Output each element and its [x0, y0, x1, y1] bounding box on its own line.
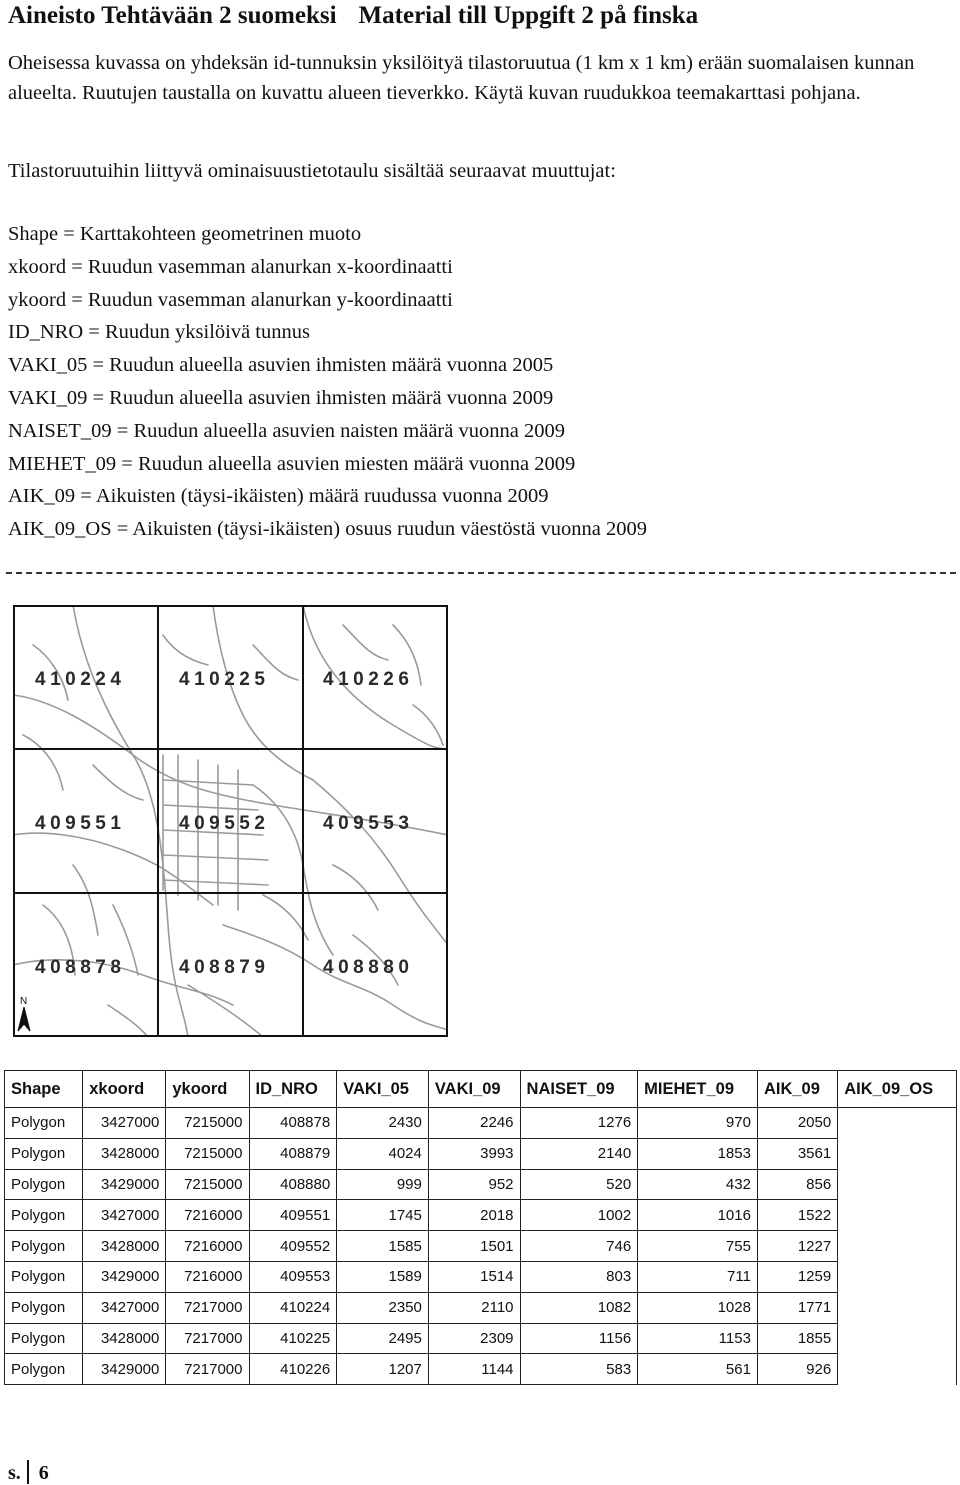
- title-swedish: Material till Uppgift 2 på finska: [358, 2, 699, 29]
- table-cell: 520: [520, 1169, 638, 1200]
- dashed-separator: [6, 572, 956, 574]
- attribute-table: [4, 1070, 957, 1385]
- table-row: [5, 1292, 957, 1323]
- table-cell: 3427000: [83, 1292, 166, 1323]
- table-cell: 1589: [337, 1261, 429, 1292]
- table-cell: 2018: [428, 1200, 520, 1231]
- table-cell: 3561: [757, 1138, 837, 1169]
- table-header-cell: NAISET_09: [520, 1071, 638, 1108]
- variable-item-aik-09: AIK_09 = Aikuisten (täysi-ikäisten) määrä ruudussa vuonna 2009: [8, 485, 549, 508]
- cell-label-408879: 408879: [179, 957, 270, 978]
- table-cell: [838, 1108, 957, 1139]
- table-cell: 583: [520, 1354, 638, 1385]
- table-cell: 3429000: [83, 1354, 166, 1385]
- table-cell: Polygon: [5, 1108, 83, 1139]
- table-cell: Polygon: [5, 1354, 83, 1385]
- cell-label-409553: 409553: [323, 813, 414, 834]
- table-header-row: [5, 1071, 957, 1108]
- table-row: [5, 1138, 957, 1169]
- variable-item-id-nro: ID_NRO = Ruudun yksilöivä tunnus: [8, 321, 310, 344]
- table-cell: Polygon: [5, 1323, 83, 1354]
- cell-label-410224: 410224: [35, 669, 126, 690]
- table-cell: 2430: [337, 1108, 429, 1139]
- table-cell: Polygon: [5, 1169, 83, 1200]
- cell-label-409552: 409552: [179, 813, 270, 834]
- table-cell: 3993: [428, 1138, 520, 1169]
- table-cell: [838, 1200, 957, 1231]
- table-cell: 7216000: [166, 1200, 249, 1231]
- table-cell: 410224: [249, 1292, 337, 1323]
- table-row: [5, 1261, 957, 1292]
- table-cell: 1853: [638, 1138, 758, 1169]
- table-cell: 999: [337, 1169, 429, 1200]
- table-cell: 410225: [249, 1323, 337, 1354]
- table-row: [5, 1200, 957, 1231]
- table-cell: 561: [638, 1354, 758, 1385]
- table-cell: [838, 1261, 957, 1292]
- table-cell: 408879: [249, 1138, 337, 1169]
- table-cell: 1771: [757, 1292, 837, 1323]
- table-cell: 3427000: [83, 1108, 166, 1139]
- table-cell: 3429000: [83, 1169, 166, 1200]
- table-cell: Polygon: [5, 1200, 83, 1231]
- table-row: [5, 1323, 957, 1354]
- intro-paragraph: Oheisessa kuvassa on yhdeksän id-tunnuksin yksilöityä tilastoruutua (1 km x 1 km) erään suomalaisen kunnan alueelta. Ruutujen taustalla on kuvattu alueen tieverkko. Käytä kuvan ruudukkoa teemakarttasi pohjana.: [8, 52, 915, 104]
- table-cell: 7216000: [166, 1261, 249, 1292]
- table-body: [5, 1108, 957, 1385]
- table-header-cell: Shape: [5, 1071, 83, 1108]
- table-cell: 1855: [757, 1323, 837, 1354]
- table-cell: [838, 1169, 957, 1200]
- table-cell: 1227: [757, 1231, 837, 1262]
- variable-item-xkoord: xkoord = Ruudun vasemman alanurkan x-koordinaatti: [8, 255, 453, 278]
- grid-map: [13, 605, 448, 1037]
- table-cell: 7215000: [166, 1169, 249, 1200]
- table-header-cell: ID_NRO: [249, 1071, 337, 1108]
- table-row: [5, 1231, 957, 1262]
- variable-item-aik-09-os: AIK_09_OS = Aikuisten (täysi-ikäisten) osuus ruudun väestöstä vuonna 2009: [8, 518, 648, 541]
- table-cell: Polygon: [5, 1231, 83, 1262]
- variable-item-vaki-09: VAKI_09 = Ruudun alueella asuvien ihmisten määrä vuonna 2009: [8, 386, 554, 409]
- table-cell: 410226: [249, 1354, 337, 1385]
- table-header-cell: xkoord: [83, 1071, 166, 1108]
- table-cell: 970: [638, 1108, 758, 1139]
- variable-item-ykoord: ykoord = Ruudun vasemman alanurkan y-koordinaatti: [8, 288, 453, 311]
- table-header-cell: VAKI_05: [337, 1071, 429, 1108]
- cell-label-410226: 410226: [323, 669, 414, 690]
- table-cell: [838, 1323, 957, 1354]
- table-cell: 1259: [757, 1261, 837, 1292]
- table-cell: 408880: [249, 1169, 337, 1200]
- table-cell: 409551: [249, 1200, 337, 1231]
- table-cell: 1745: [337, 1200, 429, 1231]
- variable-list: [8, 218, 647, 546]
- table-cell: Polygon: [5, 1261, 83, 1292]
- table-cell: 2050: [757, 1108, 837, 1139]
- table-cell: 2350: [337, 1292, 429, 1323]
- table-cell: 1016: [638, 1200, 758, 1231]
- table-cell: 755: [638, 1231, 758, 1262]
- table-cell: 2110: [428, 1292, 520, 1323]
- table-cell: 409553: [249, 1261, 337, 1292]
- table-cell: 3428000: [83, 1323, 166, 1354]
- table-row: [5, 1108, 957, 1139]
- variable-item-shape: Shape = Karttakohteen geometrinen muoto: [8, 223, 362, 245]
- table-cell: 711: [638, 1261, 758, 1292]
- cell-label-410225: 410225: [179, 669, 270, 690]
- table-cell: [838, 1292, 957, 1323]
- table-cell: 856: [757, 1169, 837, 1200]
- table-row: [5, 1169, 957, 1200]
- table-cell: 1514: [428, 1261, 520, 1292]
- table-cell: 1028: [638, 1292, 758, 1323]
- table-cell: Polygon: [5, 1138, 83, 1169]
- table-cell: Polygon: [5, 1292, 83, 1323]
- table-cell: 7215000: [166, 1108, 249, 1139]
- table-cell: 7215000: [166, 1138, 249, 1169]
- table-cell: 2140: [520, 1138, 638, 1169]
- table-cell: 1082: [520, 1292, 638, 1323]
- table-cell: 1585: [337, 1231, 429, 1262]
- table-header-cell: AIK_09_OS: [838, 1071, 957, 1108]
- table-cell: 1207: [337, 1354, 429, 1385]
- table-header-cell: AIK_09: [757, 1071, 837, 1108]
- table-cell: 2309: [428, 1323, 520, 1354]
- table-cell: [838, 1138, 957, 1169]
- table-cell: 432: [638, 1169, 758, 1200]
- variable-item-naiset-09: NAISET_09 = Ruudun alueella asuvien naisten määrä vuonna 2009: [8, 419, 565, 442]
- page-number-value: 6: [38, 1462, 49, 1484]
- table-header-cell: VAKI_09: [428, 1071, 520, 1108]
- cell-label-408880: 408880: [323, 957, 414, 978]
- table-cell: 1276: [520, 1108, 638, 1139]
- table-cell: 408878: [249, 1108, 337, 1139]
- table-cell: 803: [520, 1261, 638, 1292]
- cell-label-408878: 408878: [35, 957, 126, 978]
- variable-item-miehet-09: MIEHET_09 = Ruudun alueella asuvien miesten määrä vuonna 2009: [8, 452, 576, 475]
- table-cell: 1501: [428, 1231, 520, 1262]
- table-header-cell: ykoord: [166, 1071, 249, 1108]
- table-cell: 1156: [520, 1323, 638, 1354]
- table-cell: 4024: [337, 1138, 429, 1169]
- table-cell: 409552: [249, 1231, 337, 1262]
- table-cell: [838, 1231, 957, 1262]
- title-finnish: Aineisto Tehtävään 2 suomeksi: [8, 2, 337, 29]
- table-cell: 2246: [428, 1108, 520, 1139]
- table-cell: 1144: [428, 1354, 520, 1385]
- table-cell: 952: [428, 1169, 520, 1200]
- table-cell: 2495: [337, 1323, 429, 1354]
- table-cell: [838, 1354, 957, 1385]
- page-divider: [27, 1460, 29, 1484]
- table-cell: 3427000: [83, 1200, 166, 1231]
- table-cell: 7217000: [166, 1323, 249, 1354]
- table-cell: 3428000: [83, 1138, 166, 1169]
- table-cell: 1153: [638, 1323, 758, 1354]
- cell-label-409551: 409551: [35, 813, 126, 834]
- table-cell: 1002: [520, 1200, 638, 1231]
- table-cell: 746: [520, 1231, 638, 1262]
- table-cell: 3428000: [83, 1231, 166, 1262]
- table-cell: 7216000: [166, 1231, 249, 1262]
- table-cell: 7217000: [166, 1292, 249, 1323]
- page-number: [8, 1460, 49, 1485]
- table-cell: 1522: [757, 1200, 837, 1231]
- table-row: [5, 1354, 957, 1385]
- north-label: N: [20, 996, 28, 1007]
- table-cell: 926: [757, 1354, 837, 1385]
- table-header-cell: MIEHET_09: [638, 1071, 758, 1108]
- variables-lead: Tilastoruutuihin liittyvä ominaisuustietotaulu sisältää seuraavat muuttujat:: [8, 160, 616, 182]
- table-cell: 7217000: [166, 1354, 249, 1385]
- variable-item-vaki-05: VAKI_05 = Ruudun alueella asuvien ihmisten määrä vuonna 2005: [8, 354, 554, 377]
- page-title: [8, 2, 698, 30]
- page-prefix: s.: [8, 1462, 21, 1484]
- table-cell: 3429000: [83, 1261, 166, 1292]
